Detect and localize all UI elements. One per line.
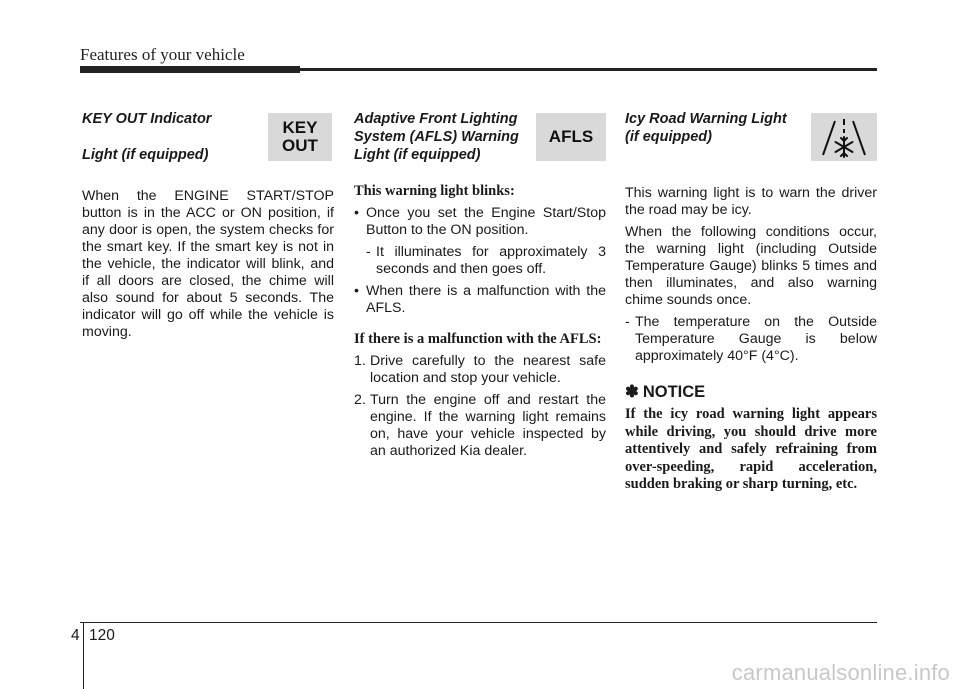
watermark: carmanualsonline.info: [731, 660, 950, 685]
notice-heading: [625, 382, 877, 402]
icy-road-svg: [817, 115, 871, 159]
notice-text: If the icy road warning light appears while driving, you should drive more attentively and safely refraining from over-speeding, rapid acceleration, sudden braking or sharp turning, etc.: [625, 406, 877, 492]
icy-road-para-1: This warning light is to warn the driver the road may be icy.: [625, 185, 877, 218]
icy-road-dash-item-text: The temperature on the Outside Temperature Gauge is below approximately 40°F (4°C).: [635, 314, 877, 364]
bullet-marker: •: [354, 283, 359, 299]
notice-title: NOTICE: [642, 382, 706, 401]
key-out-body: When the ENGINE START/STOP button is in the ACC or ON position, if any door is open, the system checks for the smart key. If the smart key is not in the vehicle, the indicator will blink, and if all doors are closed, the chime will also sound for about 5 seconds. The indicator will go off while the vehicle is moving.: [82, 188, 334, 340]
dash-marker: -: [625, 314, 630, 330]
afls-title-line1: Adaptive Front Lighting: [354, 111, 518, 127]
column-icy-road: [625, 110, 877, 494]
dash-marker: -: [366, 244, 371, 260]
afls-blinks-heading: This warning light blinks:: [354, 183, 515, 199]
column-key-out: [82, 110, 334, 341]
key-out-title-row: [82, 110, 334, 164]
footer-vertical-rule: [83, 622, 84, 689]
column-afls: [354, 110, 606, 460]
chapter-number: 4: [71, 627, 80, 644]
afls-title-line3: Light (if equipped): [354, 147, 481, 163]
afls-sub-item-text: It illuminates for approximately 3 seconds and then goes off.: [376, 244, 606, 277]
afls-title-row: [354, 110, 606, 164]
afls-section-title: [354, 110, 529, 164]
afls-title-line2: System (AFLS) Warning: [354, 129, 519, 145]
afls-bullet-1: [354, 205, 606, 239]
key-out-badge-line1: KEY: [282, 118, 318, 137]
afls-bullet-2: [354, 283, 606, 317]
icy-road-para-2: When the following conditions occur, the warning light (including Outside Temperature Gauge) blinks 5 times and then illuminates, and also warning chime sounds once.: [625, 224, 877, 308]
icy-road-title-line1: Icy Road Warning Light: [625, 111, 787, 127]
icy-road-section-title: [625, 110, 800, 146]
afls-sub-item: [354, 244, 606, 278]
key-out-badge-line2: OUT: [282, 136, 318, 155]
icy-road-icon: [811, 113, 877, 161]
afls-step-1-text: Drive carefully to the nearest safe location and stop your vehicle.: [370, 353, 606, 386]
footer-rule: [80, 622, 877, 623]
notice-star-icon: ✽: [625, 383, 639, 401]
icy-road-dash-item: [625, 314, 877, 365]
afls-step-2: [354, 392, 606, 460]
key-out-section-title: [82, 110, 257, 164]
step-number: 1.: [354, 353, 366, 369]
key-out-indicator-icon: [268, 113, 332, 161]
afls-step-2-text: Turn the engine off and restart the engine. If the warning light remains on, have your vehicle inspected by an authorized Kia dealer.: [370, 392, 606, 459]
page-number: 120: [89, 627, 115, 644]
afls-indicator-icon: AFLS: [536, 113, 606, 161]
afls-malfunction-heading: If there is a malfunction with the AFLS:: [354, 331, 602, 347]
afls-bullet-1-text: Once you set the Engine Start/Stop Button to the ON position.: [366, 205, 606, 238]
icy-road-title-row: [625, 110, 877, 160]
bullet-marker: •: [354, 205, 359, 221]
step-number: 2.: [354, 392, 366, 408]
icy-road-title-line2: (if equipped): [625, 129, 712, 145]
header-rule: [80, 68, 877, 71]
key-out-title-line1: KEY OUT Indicator: [82, 111, 212, 127]
page-header-title: Features of your vehicle: [80, 45, 245, 64]
key-out-title-line2: Light (if equipped): [82, 147, 209, 163]
afls-step-1: [354, 353, 606, 387]
afls-bullet-2-text: When there is a malfunction with the AFLS.: [366, 283, 606, 316]
